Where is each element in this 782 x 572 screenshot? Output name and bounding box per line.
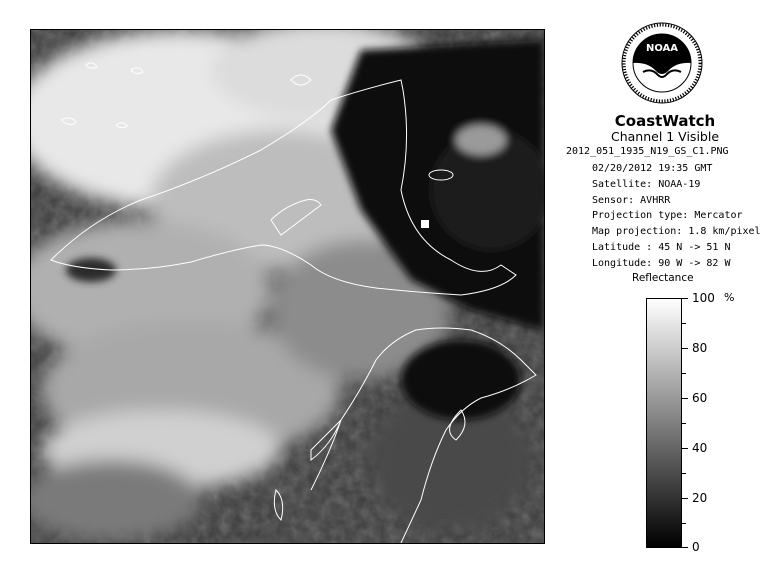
colorbar-label-100: 100 — [692, 291, 715, 305]
satellite-image — [30, 29, 545, 544]
colorbar-minor-tick — [682, 423, 686, 424]
colorbar-tick — [682, 547, 688, 548]
reflectance-colorbar — [646, 298, 682, 548]
noaa-logo-image — [621, 22, 703, 104]
channel-label: Channel 1 Visible — [610, 129, 720, 144]
app-title: CoastWatch — [614, 112, 716, 130]
noaa-logo — [621, 22, 703, 104]
colorbar-minor-tick — [682, 473, 686, 474]
colorbar-tick — [682, 498, 688, 499]
latitude-range: Latitude : 45 N -> 51 N — [592, 242, 731, 253]
projection-type: Projection type: Mercator — [592, 210, 743, 221]
colorbar-minor-tick — [682, 323, 686, 324]
legend-title: Reflectance — [632, 272, 694, 284]
colorbar-tick — [682, 348, 688, 349]
cloud-imagery — [31, 30, 544, 543]
colorbar-tick — [682, 448, 688, 449]
colorbar-label-0: 0 — [692, 540, 700, 554]
colorbar-label-80: 80 — [692, 341, 708, 355]
logo-text: NOAA — [645, 43, 679, 54]
colorbar-label-20: 20 — [692, 491, 708, 505]
map-projection: Map projection: 1.8 km/pixel — [592, 226, 761, 237]
sensor: Sensor: AVHRR — [592, 195, 671, 206]
colorbar-label-60: 60 — [692, 391, 708, 405]
colorbar-minor-tick — [682, 523, 686, 524]
colorbar-tick — [682, 398, 688, 399]
longitude-range: Longitude: 90 W -> 82 W — [592, 258, 731, 269]
colorbar-tick — [682, 298, 688, 299]
colorbar-minor-tick — [682, 373, 686, 374]
legend-unit: % — [724, 291, 735, 304]
datetime: 02/20/2012 19:35 GMT — [592, 163, 713, 174]
filename: 2012_051_1935_N19_GS_C1.PNG — [566, 146, 729, 157]
colorbar-label-40: 40 — [692, 441, 708, 455]
satellite: Satellite: NOAA-19 — [592, 179, 701, 190]
